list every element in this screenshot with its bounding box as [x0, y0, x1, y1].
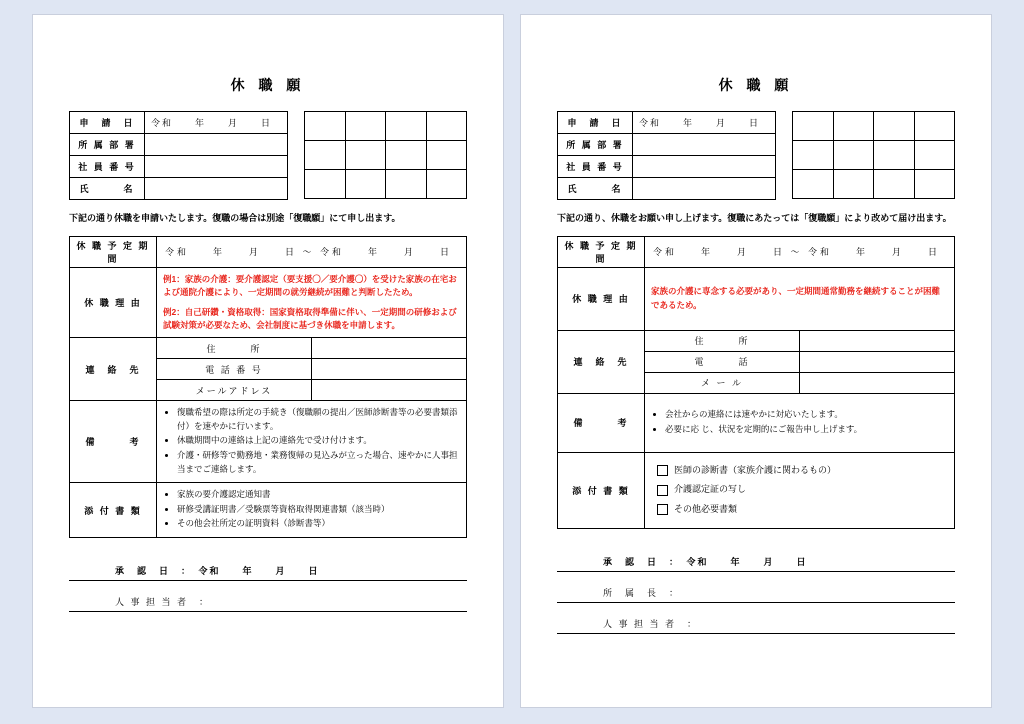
list-item: • 必要に応 じ、状況を定期的にご報告申し上げます。: [665, 423, 946, 437]
stamp-cell[interactable]: [345, 141, 385, 170]
stamp-cell[interactable]: [426, 112, 466, 141]
table-row: [558, 156, 776, 178]
checklist-label: 医師の診断書（家族介護に関わるもの）: [674, 464, 837, 475]
remarks-value: [157, 401, 467, 483]
page-title: 休 職 願: [718, 77, 794, 93]
table-row: [70, 483, 467, 538]
reason-paragraph: 例1：家族の介護：要介護認定（要支援〇／要介護〇）を受けた家族の在宅および通院介護により、一定期間の就労継続が困難と判断したため。: [163, 273, 457, 297]
table-row: [305, 170, 467, 199]
header-section: [69, 111, 467, 200]
footer-section: [69, 564, 467, 612]
stamp-cell[interactable]: [874, 112, 914, 141]
checkbox-icon[interactable]: [657, 504, 668, 515]
contact-field-label: メ ー ル: [645, 372, 800, 393]
table-row: [793, 112, 955, 141]
stamp-cell[interactable]: [793, 112, 833, 141]
field-label: 所 属 部 署: [558, 134, 633, 156]
reason-label: 休 職 理 由: [70, 267, 157, 338]
table-row: [793, 141, 955, 170]
contact-field-value[interactable]: [312, 338, 467, 359]
stamp-cell[interactable]: [793, 141, 833, 170]
stamp-cell[interactable]: [305, 170, 345, 199]
lead-statement: 下記の通り、休職をお願い申し上げます。復職にあたっては「復職願」により改めて届け出ます。: [557, 213, 952, 223]
stamp-cell[interactable]: [874, 170, 914, 199]
table-row: [70, 236, 467, 267]
reason-paragraph: 例2：自己研鑽・資格取得：国家資格取得準備に伴い、一定期間の研修および試験対策が必要なため、会社制度に基づき休職を申請します。: [163, 306, 457, 331]
field-label: 社 員 番 号: [558, 156, 633, 178]
contact-field-label: 電 話 番 号: [157, 359, 312, 380]
table-row: [70, 134, 288, 156]
table-row: [558, 134, 776, 156]
stamp-cell[interactable]: [833, 141, 873, 170]
checklist-item[interactable]: [657, 461, 942, 481]
period-label: 休 職 予 定 期 間: [70, 236, 157, 267]
document-page-1: [32, 14, 504, 708]
table-row: [793, 170, 955, 199]
stamp-cell[interactable]: [426, 170, 466, 199]
table-row: [558, 393, 955, 452]
contact-field-label: 電 話: [645, 351, 800, 372]
contact-label: 連 絡 先: [558, 330, 645, 393]
document-page-2: [520, 14, 992, 708]
list-item: • 家族の要介護認定通知書: [177, 488, 458, 502]
contact-field-label: 住 所: [645, 330, 800, 351]
field-value[interactable]: [145, 178, 288, 200]
approval-date-line[interactable]: 承 認 日 ： 令和 年 月 日: [69, 564, 467, 581]
contact-field-value[interactable]: [312, 359, 467, 380]
approval-stamp-grid: [792, 111, 955, 199]
stamp-cell[interactable]: [914, 112, 954, 141]
field-value[interactable]: [145, 134, 288, 156]
attachments-value: [645, 452, 955, 528]
approval-date-line[interactable]: 承 認 日 ： 令和 年 月 日: [557, 555, 955, 572]
table-row: [70, 178, 288, 200]
stamp-cell[interactable]: [386, 141, 426, 170]
attachments-checklist: [649, 455, 950, 526]
checklist-label: その他必要書類: [674, 504, 738, 515]
remarks-label: 備 考: [70, 401, 157, 483]
field-label: 社 員 番 号: [70, 156, 145, 178]
applicant-info-table: [557, 111, 776, 200]
list-item: • 研修受講証明書／受験票等資格取得関連書類（該当時）: [177, 503, 458, 517]
table-row: [70, 338, 467, 359]
applicant-info-table: [69, 111, 288, 200]
remarks-list: [649, 405, 950, 440]
checklist-label: 介護認定証の写し: [674, 484, 747, 495]
hr-officer-line[interactable]: 人 事 担 当 者 ：: [69, 595, 467, 612]
attachments-label: 添 付 書 類: [70, 483, 157, 538]
field-label: 所 属 部 署: [70, 134, 145, 156]
table-row: [558, 330, 955, 351]
field-value[interactable]: [145, 156, 288, 178]
stamp-cell[interactable]: [345, 112, 385, 141]
contact-field-value[interactable]: [312, 380, 467, 401]
approval-stamp-grid: [304, 111, 467, 199]
contact-field-label: 住 所: [157, 338, 312, 359]
stamp-cell[interactable]: [833, 170, 873, 199]
hr-officer-line[interactable]: 人 事 担 当 者 ：: [557, 617, 955, 634]
period-value[interactable]: 令和 年 月 日 ～ 令和 年 月 日: [157, 236, 467, 267]
reason-value[interactable]: [645, 267, 955, 330]
remarks-list: [161, 403, 462, 480]
stamp-cell[interactable]: [305, 112, 345, 141]
list-item: • 介護・研修等で勤務地・業務復帰の見込みが立った場合、速やかに人事担当までご連絡します。: [177, 449, 458, 476]
field-label: 氏 名: [558, 178, 633, 200]
table-row: [70, 267, 467, 338]
list-item: • 復職希望の際は所定の手続き（復職願の提出／医師診断書等の必要書類添付）を速やかに行います。: [177, 406, 458, 433]
table-row: [558, 236, 955, 267]
department-head-line[interactable]: 所 属 長 ：: [557, 586, 955, 603]
stamp-cell[interactable]: [305, 141, 345, 170]
attachments-label: 添 付 書 類: [558, 452, 645, 528]
list-item: • 会社からの連絡には速やかに対応いたします。: [665, 408, 946, 422]
lead-statement: 下記の通り休職を申請いたします。復職の場合は別途「復職願」にて申し出ます。: [69, 213, 401, 223]
attachments-list: [161, 485, 462, 535]
field-label: 氏 名: [70, 178, 145, 200]
reason-paragraph: 家族の介護に専念する必要があり、一定期間通常勤務を継続することが困難であるため。: [651, 286, 941, 310]
contact-field-label: メールアドレス: [157, 380, 312, 401]
contact-field-value[interactable]: [800, 330, 955, 351]
checklist-item[interactable]: [657, 500, 942, 520]
stamp-cell[interactable]: [426, 141, 466, 170]
table-row: [70, 401, 467, 483]
reason-value[interactable]: [157, 267, 467, 338]
field-value[interactable]: 令和 年 月 日: [145, 112, 288, 134]
table-row: [558, 112, 776, 134]
remarks-value: [645, 393, 955, 452]
period-label: 休 職 予 定 期 間: [558, 236, 645, 267]
field-value[interactable]: [633, 156, 776, 178]
contact-field-value[interactable]: [800, 372, 955, 393]
list-item: • 休職期間中の連絡は上記の連絡先で受け付けます。: [177, 434, 458, 448]
field-label: 申 請 日: [558, 112, 633, 134]
reason-label: 休 職 理 由: [558, 267, 645, 330]
stamp-cell[interactable]: [914, 170, 954, 199]
period-value[interactable]: 令和 年 月 日 ～ 令和 年 月 日: [645, 236, 955, 267]
stamp-cell[interactable]: [793, 170, 833, 199]
field-value[interactable]: [633, 134, 776, 156]
stamp-cell[interactable]: [833, 112, 873, 141]
footer-section: [557, 555, 955, 634]
stamp-cell[interactable]: [914, 141, 954, 170]
stamp-cell[interactable]: [386, 112, 426, 141]
table-row: [558, 267, 955, 330]
stamp-cell[interactable]: [345, 170, 385, 199]
contact-label: 連 絡 先: [70, 338, 157, 401]
checkbox-icon[interactable]: [657, 485, 668, 496]
checkbox-icon[interactable]: [657, 465, 668, 476]
table-row: [305, 112, 467, 141]
field-value[interactable]: 令和 年 月 日: [633, 112, 776, 134]
page-title: 休 職 願: [230, 77, 306, 93]
table-row: [70, 112, 288, 134]
table-row: [558, 178, 776, 200]
contact-field-value[interactable]: [800, 351, 955, 372]
remarks-label: 備 考: [558, 393, 645, 452]
table-row: [305, 141, 467, 170]
checklist-item[interactable]: [657, 480, 942, 500]
stamp-cell[interactable]: [386, 170, 426, 199]
list-item: • その他会社所定の証明資料（診断書等）: [177, 517, 458, 531]
main-form-table: [557, 236, 955, 529]
table-row: [70, 156, 288, 178]
main-form-table: [69, 236, 467, 538]
field-value[interactable]: [633, 178, 776, 200]
header-section: [557, 111, 955, 200]
stamp-cell[interactable]: [874, 141, 914, 170]
table-row: [558, 452, 955, 528]
field-label: 申 請 日: [70, 112, 145, 134]
attachments-value: [157, 483, 467, 538]
